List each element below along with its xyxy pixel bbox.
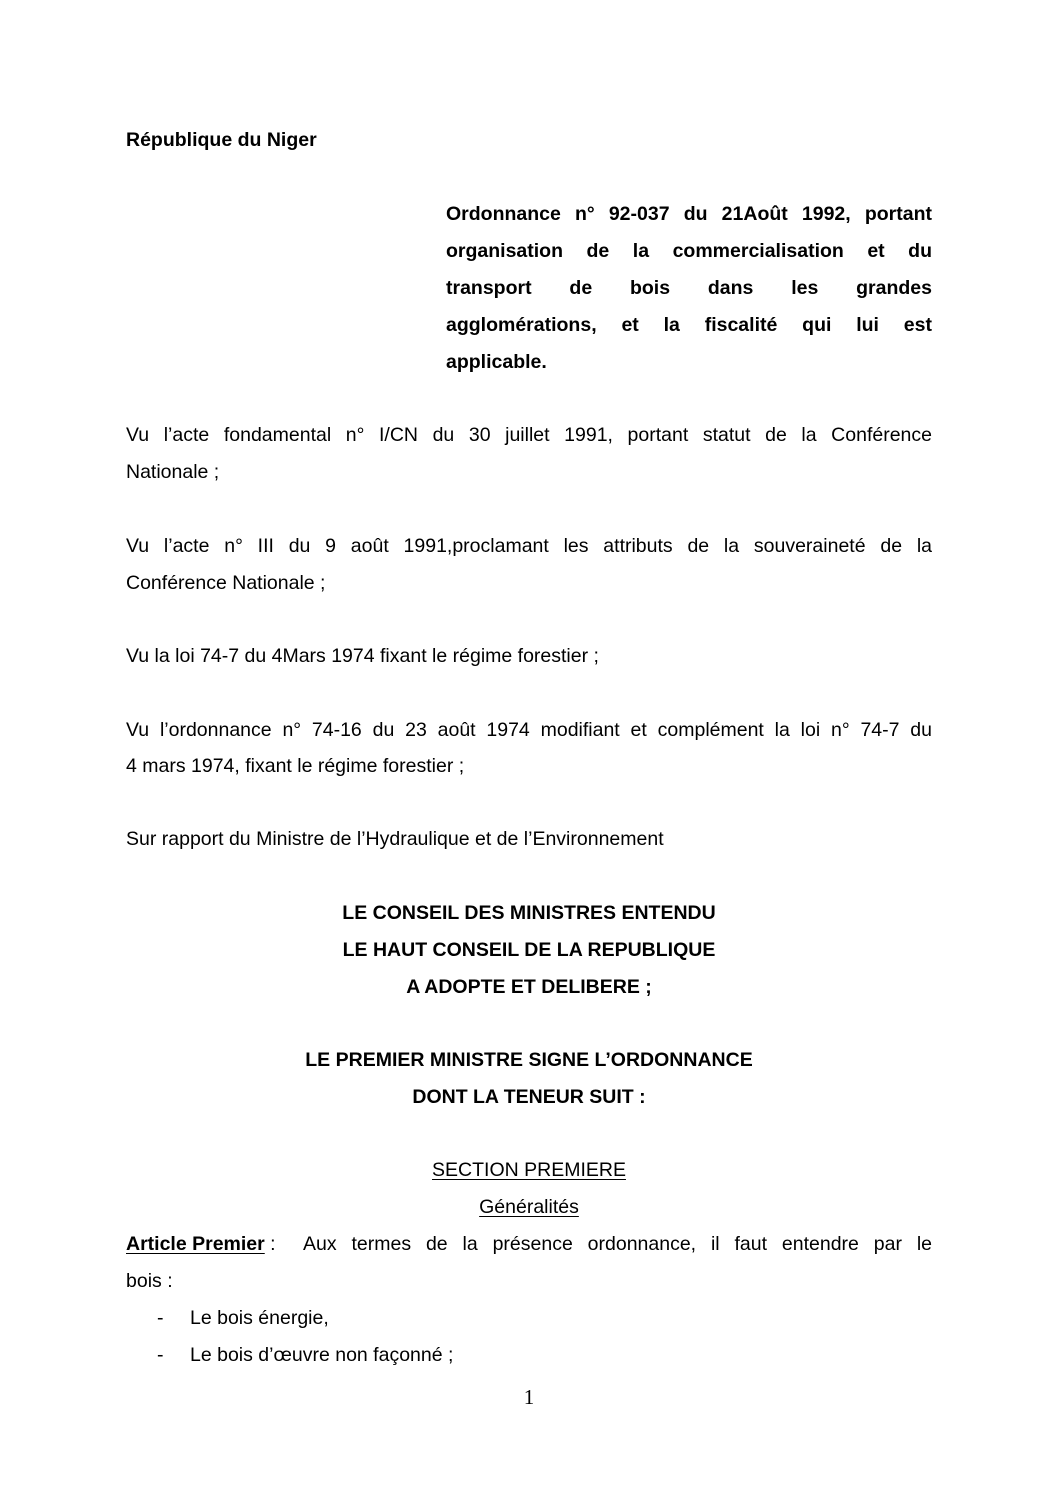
section-title: SECTION PREMIERE	[432, 1159, 626, 1181]
title-line: organisation de la commercialisation et du	[446, 240, 932, 262]
title-line: agglomérations, et la fiscalité qui lui est	[446, 314, 932, 336]
list-dash: -	[157, 1307, 164, 1329]
article-text: Aux termes de la présence ordonnance, il faut entendre par le	[303, 1233, 932, 1255]
title-line: Ordonnance n° 92-037 du 21Août 1992, portant	[446, 203, 932, 225]
title-line: applicable.	[446, 351, 547, 373]
council-line: A ADOPTE ET DELIBERE ;	[406, 976, 652, 998]
council-line: LE CONSEIL DES MINISTRES ENTENDU	[342, 902, 716, 924]
page-number: 1	[523, 1385, 535, 1409]
list-dash: -	[157, 1344, 164, 1366]
article-colon: :	[264, 1233, 276, 1255]
list-item-text: Le bois énergie,	[190, 1307, 329, 1329]
list-item-text: Le bois d’œuvre non façonné ;	[190, 1344, 454, 1366]
signature-line: DONT LA TENEUR SUIT :	[412, 1086, 646, 1108]
visa-line: Vu la loi 74-7 du 4Mars 1974 fixant le régime forestier ;	[126, 645, 599, 667]
visa-line: Vu l’acte fondamental n° I/CN du 30 juillet 1991, portant statut de la Conférence	[126, 424, 932, 446]
visa-line: Vu l’acte n° III du 9 août 1991,proclamant les attributs de la souveraineté de la	[126, 535, 932, 557]
country-heading: République du Niger	[126, 129, 317, 151]
visa-line: 4 mars 1974, fixant le régime forestier ;	[126, 755, 465, 777]
article-label-group	[126, 1235, 276, 1255]
title-line: transport de bois dans les grandes	[446, 277, 932, 299]
article-first-line	[126, 1235, 932, 1255]
section-subtitle: Généralités	[479, 1196, 579, 1218]
article-label: Article Premier	[126, 1233, 265, 1255]
visa-line: Sur rapport du Ministre de l’Hydraulique et de l’Environnement	[126, 828, 664, 850]
article-text-continued: bois :	[126, 1270, 173, 1292]
visa-line: Nationale ;	[126, 461, 220, 483]
visa-line: Vu l’ordonnance n° 74-16 du 23 août 1974 modifiant et complément la loi n° 74-7 du	[126, 719, 932, 741]
signature-line: LE PREMIER MINISTRE SIGNE L’ORDONNANCE	[305, 1049, 753, 1071]
council-line: LE HAUT CONSEIL DE LA REPUBLIQUE	[342, 939, 716, 961]
visa-line: Conférence Nationale ;	[126, 572, 326, 594]
